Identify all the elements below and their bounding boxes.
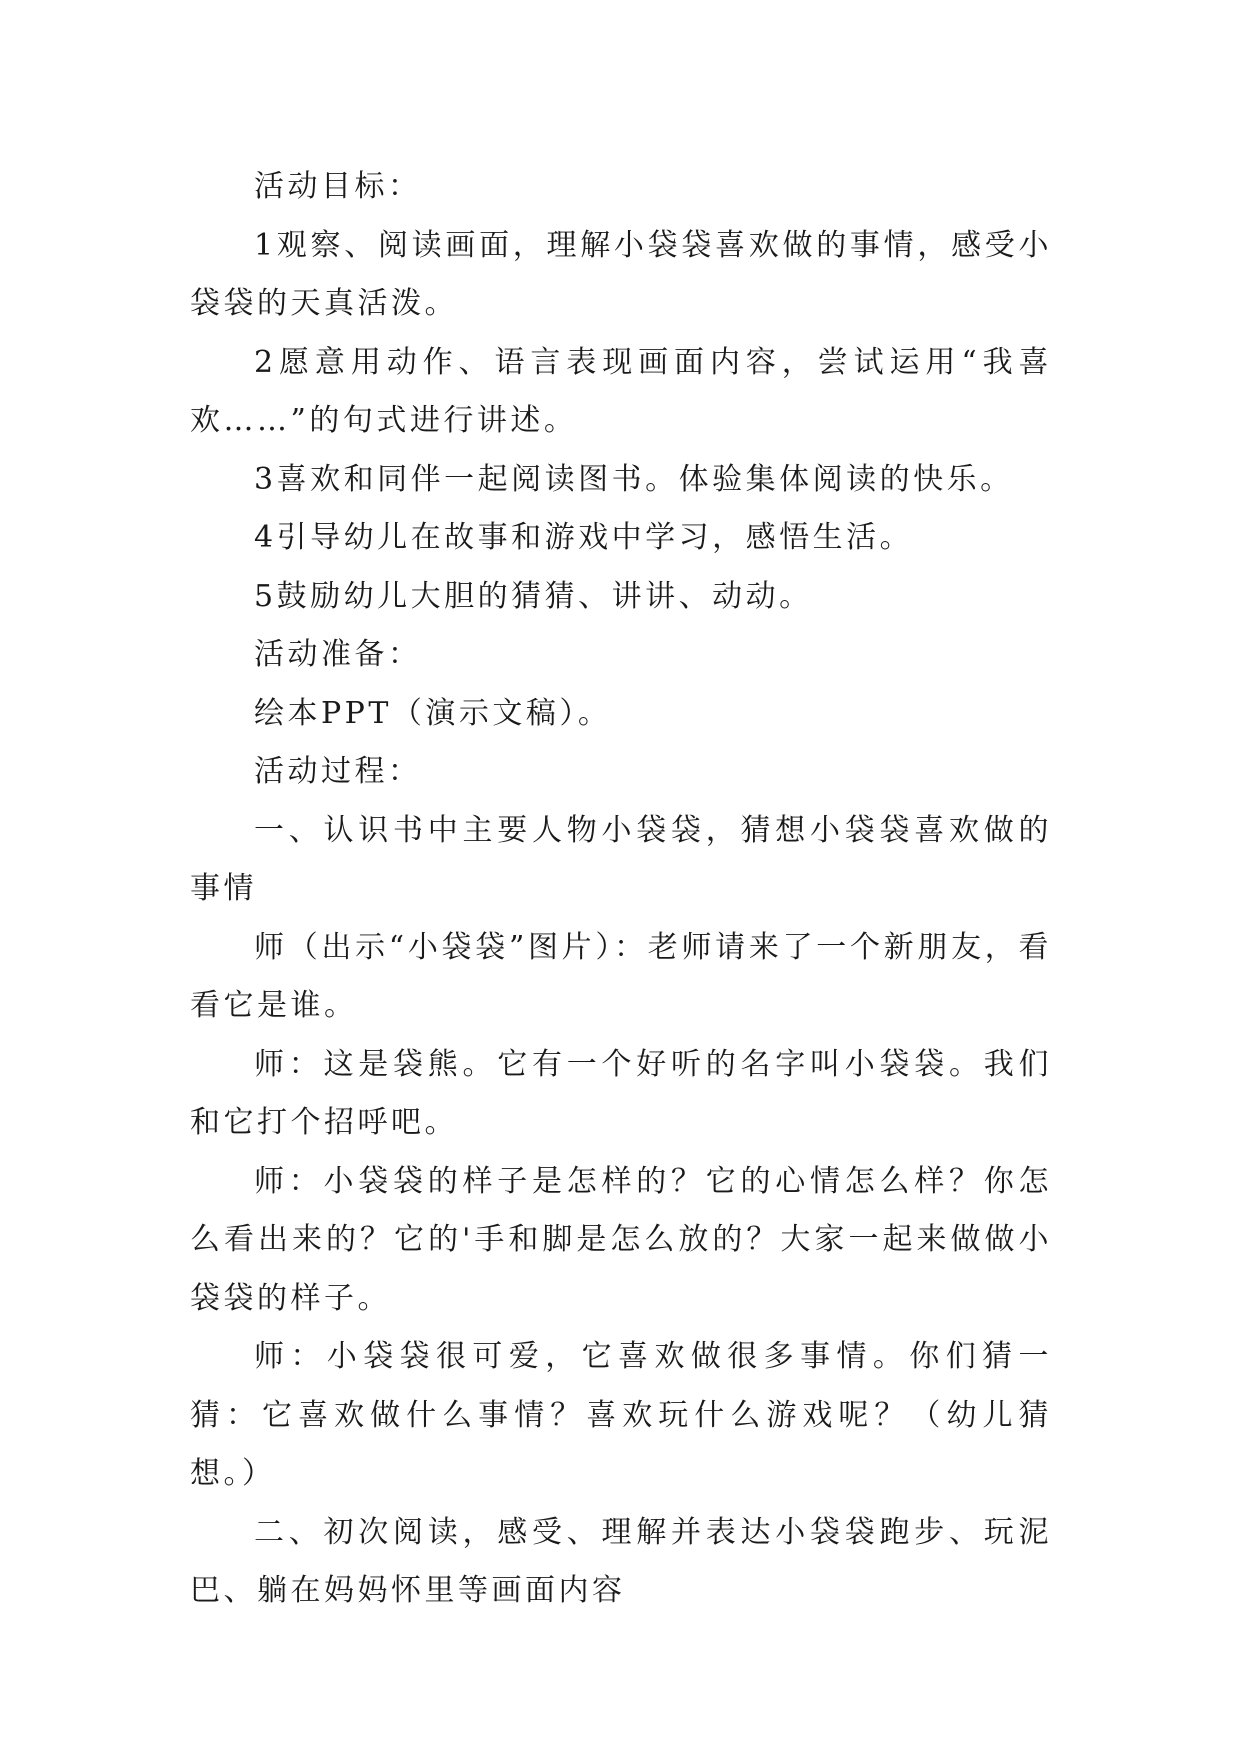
dialogue-paragraph: 师：这是袋熊。它有一个好听的名字叫小袋袋。我们和它打个招呼吧。: [190, 1046, 1052, 1140]
goal-item-4: 4引导幼儿在故事和游戏中学习，感悟生活。: [254, 520, 914, 555]
document-body: [190, 158, 1052, 1621]
goal-item-5: 5鼓励幼儿大胆的猜猜、讲讲、动动。: [254, 578, 813, 614]
process-step-1-heading: 一、认识书中主要人物小袋袋，猜想小袋袋喜欢做的事情: [190, 812, 1052, 906]
dialogue-paragraph: 师（出示“小袋袋”图片）：老师请来了一个新朋友，看看它是谁。: [190, 929, 1052, 1023]
goal-item-3: 3喜欢和同伴一起阅读图书。体验集体阅读的快乐。: [254, 461, 1014, 497]
goal-item-2: 2愿意用动作、语言表现画面内容，尝试运用“我喜欢……”的句式进行讲述。: [190, 344, 1052, 438]
preparation-item: 绘本PPT（演示文稿）。: [254, 695, 612, 731]
dialogue-paragraph: 师：小袋袋的样子是怎样的？它的心情怎么样？你怎么看出来的？它的'手和脚是怎么放的？大家一起来做做小袋袋的样子。: [190, 1163, 1052, 1316]
section-heading-preparation: 活动准备：: [254, 637, 422, 672]
process-step-2-heading: 二、初次阅读，感受、理解并表达小袋袋跑步、玩泥巴、躺在妈妈怀里等画面内容: [190, 1514, 1052, 1608]
goal-item-1: 1观察、阅读画面，理解小袋袋喜欢做的事情，感受小袋袋的天真活泼。: [190, 227, 1052, 321]
section-heading-goals: 活动目标：: [254, 169, 422, 204]
dialogue-paragraph: 师：小袋袋很可爱，它喜欢做很多事情。你们猜一猜：它喜欢做什么事情？喜欢玩什么游戏呢？（幼儿猜想。）: [190, 1339, 1052, 1491]
section-heading-process: 活动过程：: [254, 754, 422, 789]
